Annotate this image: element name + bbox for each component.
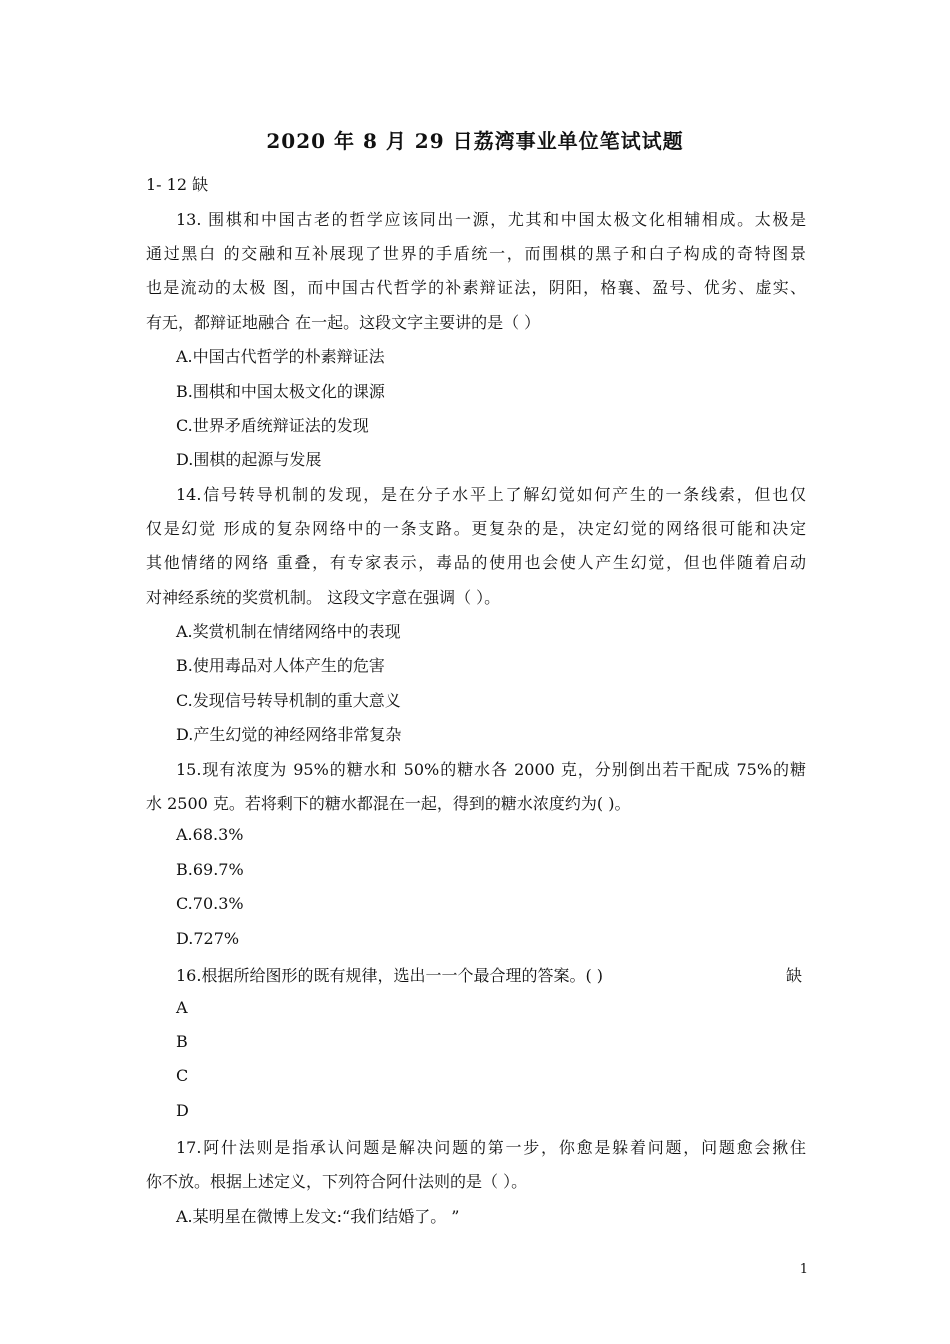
q14-line-1: 14.信号转导机制的发现，是在分子水平上了解幻觉如何产生的一条线索，但也仅 — [176, 485, 806, 504]
q14-option-c: C.发现信号转导机制的重大意义 — [176, 691, 401, 710]
q13-option-c: C.世界矛盾统辩证法的发现 — [176, 416, 369, 435]
q16-option-b: B — [176, 1032, 188, 1051]
q13-line-2: 通过黑白 的交融和互补展现了世界的手盾统一，而围棋的黑子和白子构成的奇特图景 — [146, 244, 806, 263]
q16-option-a: A — [176, 998, 188, 1017]
q14-line-4: 对神经系统的奖赏机制。 这段文字意在强调（ ）。 — [146, 588, 501, 607]
q15-line-2: 水 2500 克。若将剩下的糖水都混在一起，得到的糖水浓度约为( )。 — [146, 794, 631, 813]
missing-note: 1- 12 缺 — [146, 175, 209, 194]
q14-option-b: B.使用毒品对人体产生的危害 — [176, 656, 385, 675]
q15-option-a: A.68.3% — [176, 825, 244, 844]
q13-option-a: A.中国古代哲学的朴素辩证法 — [176, 347, 385, 366]
page-number: 1 — [799, 1262, 808, 1277]
q13-line-1: 13. 围棋和中国古老的哲学应该同出一源，尤其和中国太极文化相辅相成。太极是 — [176, 210, 806, 229]
q14-option-d: D.产生幻觉的神经网络非常复杂 — [176, 725, 402, 744]
q15-option-c: C.70.3% — [176, 894, 244, 913]
q16-option-c: C — [176, 1066, 189, 1085]
q16-missing-note: 缺 — [786, 966, 803, 985]
q14-option-a: A.奖赏机制在情绪网络中的表现 — [176, 622, 401, 641]
q17-option-a: A.某明星在微博上发文:“我们结婚了。 ” — [176, 1207, 460, 1226]
q14-line-3: 其他情绪的网络 重叠，有专家表示，毒品的使用也会使人产生幻觉，但也伴随着启动 — [146, 553, 806, 572]
q16-option-d: D — [176, 1101, 189, 1120]
q15-option-d: D.727% — [176, 929, 240, 948]
q15-option-b: B.69.7% — [176, 860, 244, 879]
page-title: 2020 年 8 月 29 日荔湾事业单位笔试试题 — [266, 129, 684, 153]
q17-line-1: 17.阿什法则是指承认问题是解决问题的第一步，你愈是躲着问题，问题愈会揪住 — [176, 1138, 806, 1157]
q16-question: 16.根据所给图形的既有规律，选出一一个最合理的答案。( ) — [176, 966, 604, 985]
q17-line-2: 你不放。根据上述定义，下列符合阿什法则的是（ ）。 — [146, 1172, 528, 1191]
q13-line-3: 也是流动的太极 图，而中国古代哲学的补素辩证法，阴阳，格襄、盈号、优劣、虚实、 — [146, 278, 806, 297]
q13-option-d: D.围棋的起源与发展 — [176, 450, 322, 469]
q13-option-b: B.围棋和中国太极文化的课源 — [176, 382, 385, 401]
q15-line-1: 15.现有浓度为 95%的糖水和 50%的糖水各 2000 克，分别倒出若干配成 75%的糖 — [176, 760, 806, 779]
q14-line-2: 仅是幻觉 形成的复杂网络中的一条支路。更复杂的是，决定幻觉的网络很可能和决定 — [146, 519, 806, 538]
q13-line-4: 有无，都辩证地融合 在一起。这段文字主要讲的是（ ） — [146, 313, 541, 332]
